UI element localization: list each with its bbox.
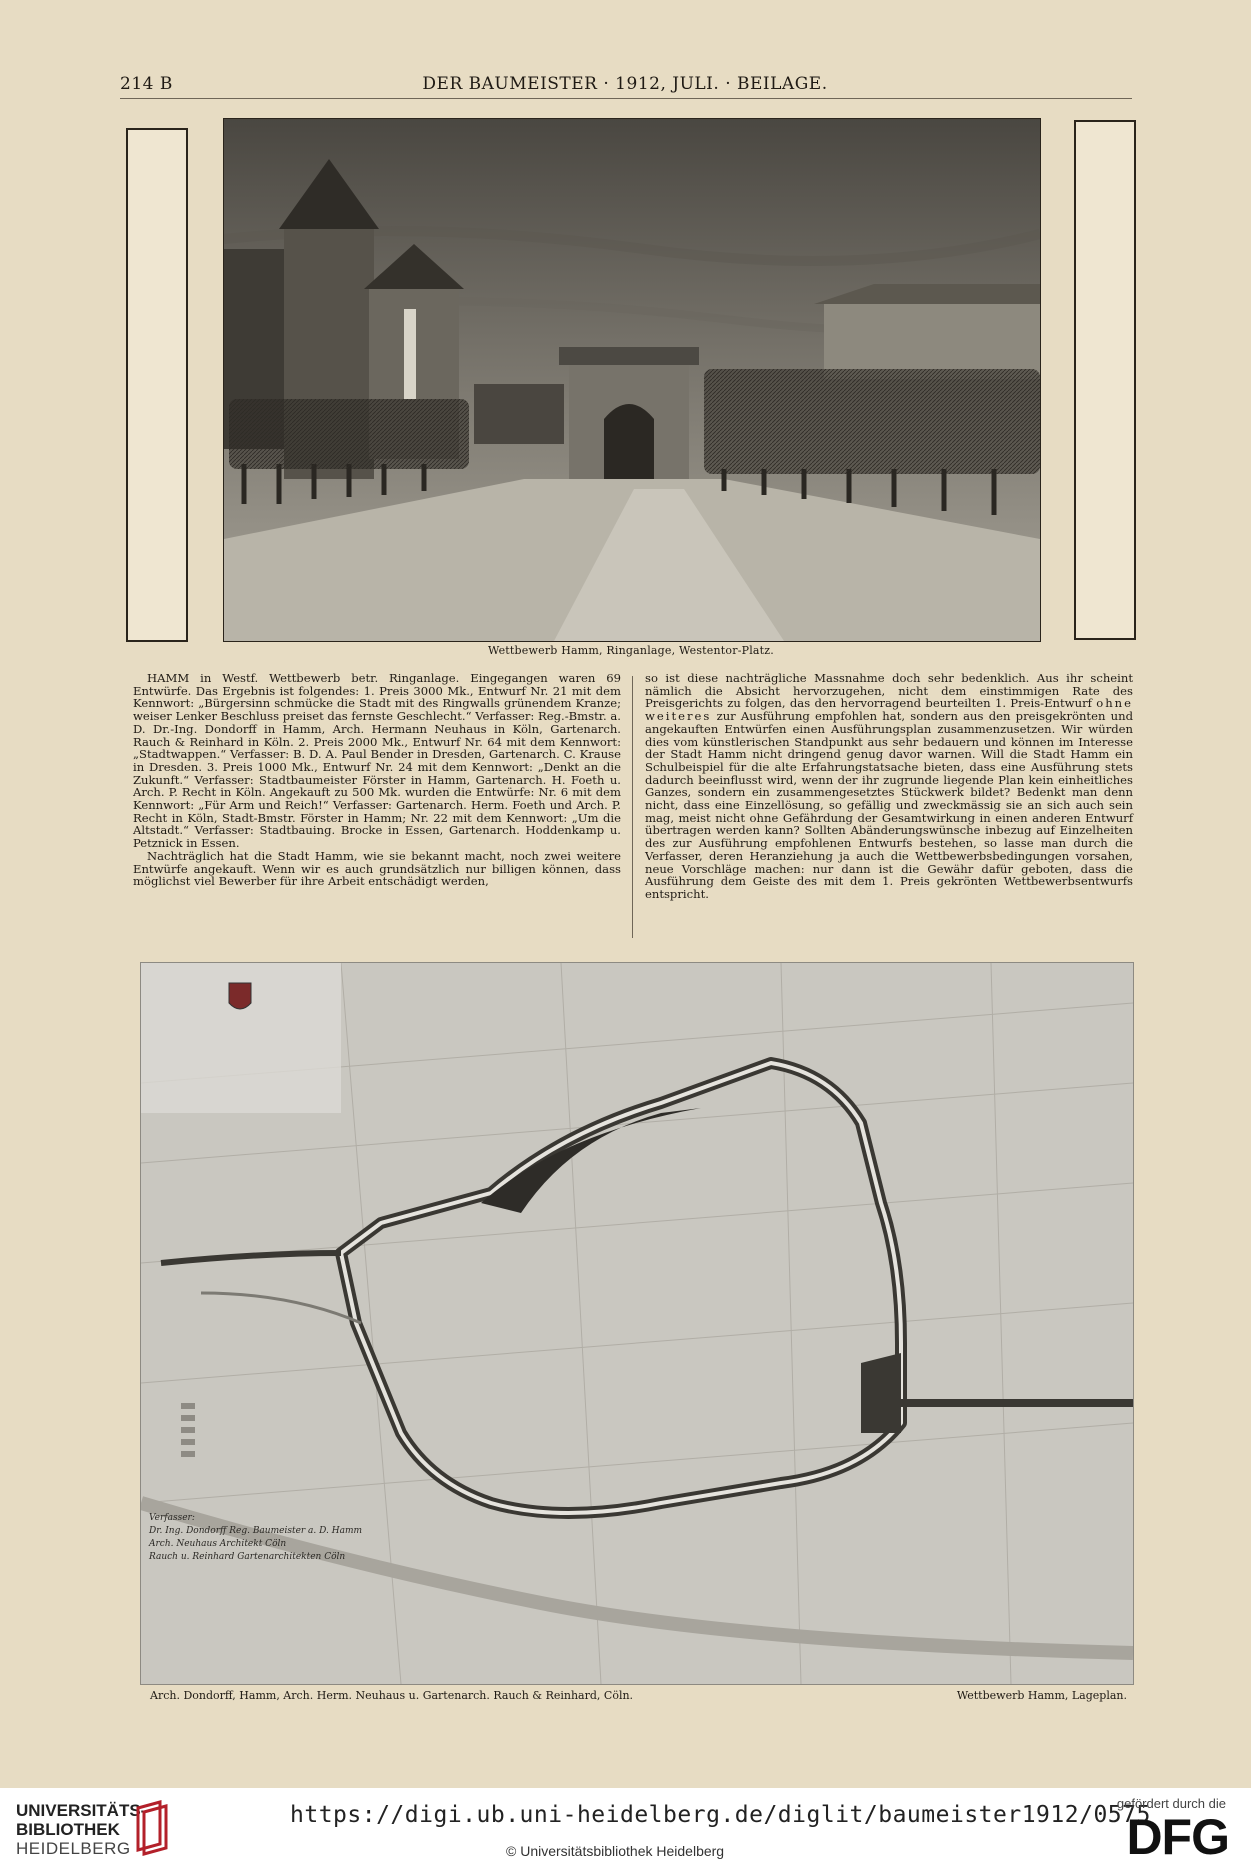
plan-authors-line-2: Arch. Neuhaus Architekt Cöln (149, 1539, 287, 1549)
column-divider (632, 676, 633, 938)
site-plan-figure (140, 962, 1134, 1685)
header-rule (120, 98, 1132, 99)
article-column-1 (133, 672, 621, 888)
article-paragraph-continued (645, 672, 1133, 901)
article-text (133, 672, 1133, 940)
figure-caption-plan-title: Wettbewerb Hamm, Lageplan. (956, 1689, 1127, 1702)
site-plan-drawing (141, 963, 1133, 1684)
text-run: zur Ausführung empfohlen hat, sondern aus den preisgekrönten und angekauften Entwürfen einen Ausführungsplan zusammenzusetzen. Wir würden dies vom künstlerischen Standpunkt aus sehr bedauern und können im Interesse der Stadt Hamm nicht dringend genug davor warnen. Will die Stadt Hamm ein Schulbeispiel für die alte Erfahrungstatsache bieten, dass eine Ausführung stets dadurch beeinflusst wird, wenn der ihr zugrunde liegende Plan kein einheitliches Ganzes, sondern ein zusammengesetztes Stückwerk bildet? Bedenkt man denn nicht, dass eine Einzellösung, so gefällig und zweckmässig sie an sich auch sein mag, meist nicht ohne Gefährdung der Gesamtwirkung in einen anderen Entwurf übertragen werden kann? Sollten Abänderungswünsche inbezug auf Einzelheiten des zur Ausführung empfohlenen Entwurfs bestehen, so lasse man durch die Verfasser, deren Heranziehung ja auch die Wettbewerbsbedingungen vorsahen, neue Vorschläge machen: nur dann ist die Gewähr dafür geboten, dass die Ausführung dem Geiste des mit dem 1. Preis gekrönten Wettbewerbsentwurfs entspricht. (645, 709, 1133, 901)
funded-by-label: gefördert durch die (1116, 1796, 1226, 1811)
library-logo-icon (130, 1800, 176, 1856)
plan-authors-line-0: Verfasser: (149, 1513, 195, 1523)
article-paragraph: HAMM in Westf. Wettbewerb betr. Ringanlage. Eingegangen waren 69 Entwürfe. Das Ergebnis ist folgendes: 1. Preis 3000 Mk., Entwurf Nr. 21 mit dem Kennwort: „Bürgersinn schmücke die Stadt mit des Ringwalls grünendem Kranze; weiser Lenker Beschluss preiset das fernste Geschlecht.“ Verfasser: Reg.-Bmstr. a. D. Dr.-Ing. Dondorff in Hamm, Arch. Hermann Neuhaus in Köln, Gartenarch. Rauch & Reinhard in Köln. 2. Preis 2000 Mk., Entwurf Nr. 64 mit dem Kennwort: „Stadtwappen.“ Verfasser: B. D. A. Paul Bender in Dresden, Gartenarch. C. Krause in Dresden. 3. Preis 1000 Mk., Entwurf Nr. 24 mit dem Kennwort: „Denkt an die Zukunft.“ Verfasser: Stadtbaumeister Förster in Hamm, Gartenarch. H. Foeth u. Arch. P. Recht in Köln. Angekauft zu 500 Mk. wurden die Entwürfe: Nr. 6 mit dem Kennwort: „Für Arm und Reich!“ Verfasser: Gartenarch. Herm. Foeth und Arch. P. Recht in Köln, Stadt-Bmstr. Förster in Hamm; Nr. 22 mit dem Kennwort: „Um die Altstadt.“ Verfasser: Stadtbauing. Brocke in Essen, Gartenarch. Hoddenkamp u. Petznick in Essen. (133, 671, 621, 851)
figure-caption-plan-credits: Arch. Dondorff, Hamm, Arch. Herm. Neuhaus u. Gartenarch. Rauch & Reinhard, Cöln. (150, 1689, 634, 1702)
plan-authors-line-1: Dr. Ing. Dondorff Reg. Baumeister a. D. Hamm (149, 1526, 363, 1536)
margin-box-right (1074, 120, 1136, 640)
page-number: 214 B (120, 74, 173, 94)
figure-caption-westentor: Wettbewerb Hamm, Ringanlage, Westentor-Platz. (487, 644, 774, 657)
library-name-line-1: UNIVERSITÄTS- (16, 1801, 147, 1820)
permalink-url[interactable]: https://digi.ub.uni-heidelberg.de/diglit/baumeister1912/0575 (290, 1802, 1151, 1828)
running-header (120, 74, 1130, 96)
library-name-line-2: BIBLIOTHEK (16, 1820, 120, 1839)
library-footer (0, 1788, 1251, 1868)
article-paragraph: Nachträglich hat die Stadt Hamm, wie sie bekannt macht, noch zwei weitere Entwürfe angekauft. Wenn wir es auch grundsätzlich nur billigen können, dass möglichst viel Bewerber für ihre Arbeit entschädigt werden, (133, 848, 621, 889)
journal-title: DER BAUMEISTER · 1912, JULI. · BEILAGE. (422, 74, 828, 94)
library-name-line-3: HEIDELBERG (16, 1839, 131, 1858)
article-column-2 (645, 672, 1133, 901)
copyright-notice: © Universitätsbibliothek Heidelberg (506, 1843, 725, 1859)
text-run: so ist diese nachträgliche Massnahme doch sehr bedenklich. Aus ihr scheint nämlich die Absicht hervorzugehen, nicht dem einstimmigen Rate des Preisgerichts zu folgen, das den hervorragend beurteilten 1. Preis-Entwurf (645, 671, 1133, 711)
spaced-emphasis: ohne weiteres (645, 696, 1133, 724)
dfg-logo: DFG (1126, 1809, 1229, 1865)
plan-authors-line-3: Rauch u. Reinhard Gartenarchitekten Cöln (149, 1552, 346, 1562)
margin-box-left (126, 128, 188, 642)
westentor-illustration (223, 118, 1041, 642)
westentor-drawing (224, 119, 1040, 641)
